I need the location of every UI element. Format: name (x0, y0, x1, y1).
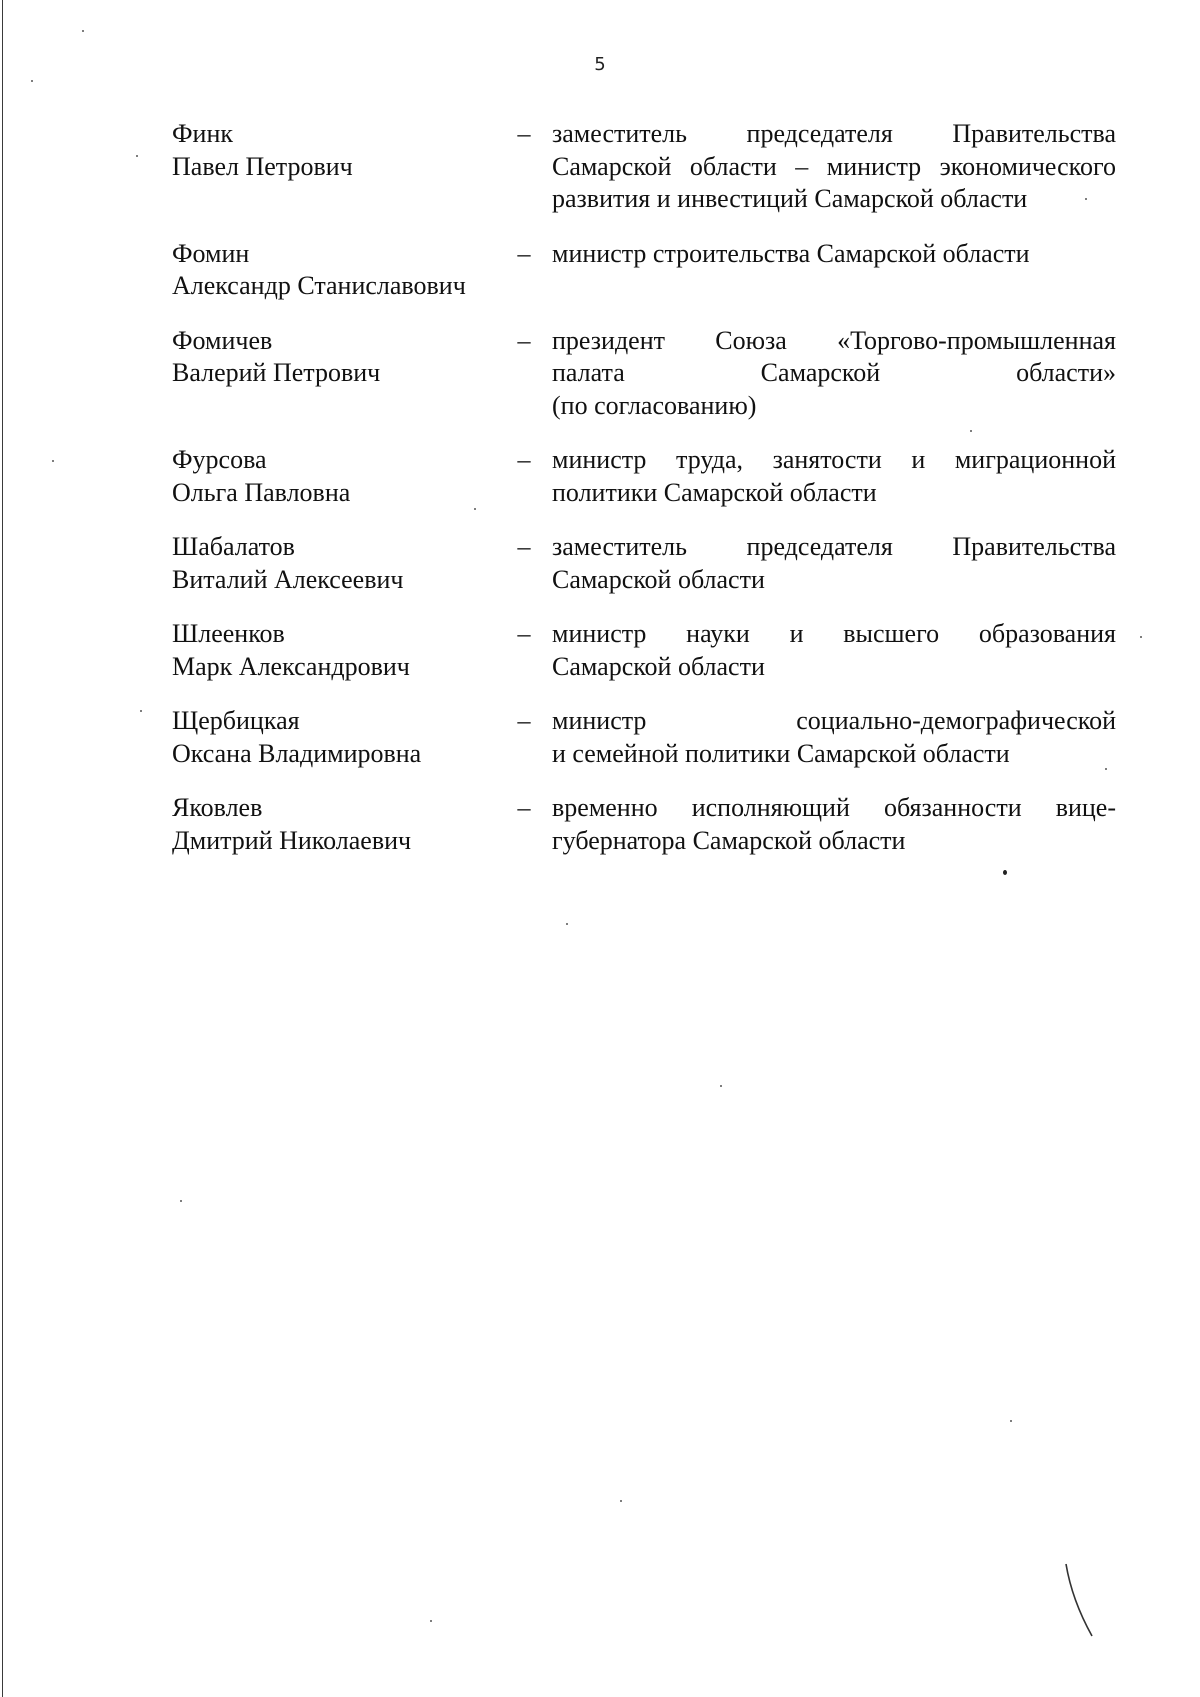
given-names: Александр Станиславович (172, 271, 466, 300)
position-title (552, 531, 1116, 596)
dash-separator: – (517, 793, 531, 822)
given-names: Оксана Владимировна (172, 738, 422, 768)
surname: Щербицкая (172, 706, 300, 735)
pen-stroke-mark (1058, 1560, 1098, 1640)
surname: Шабалатов (172, 532, 295, 561)
position-line: губернатора Самарской области (552, 825, 906, 855)
given-names: Дмитрий Николаевич (172, 825, 412, 855)
scan-speck (1140, 636, 1142, 638)
person-name (172, 792, 502, 857)
position-line: министр науки и высшего образования (552, 619, 1116, 648)
scan-speck (136, 155, 138, 157)
person-name (172, 531, 502, 596)
scan-speck (180, 1200, 182, 1202)
scan-speck (140, 710, 142, 712)
scan-speck (82, 30, 84, 32)
dash-separator: – (517, 325, 531, 355)
list-item (172, 618, 1116, 683)
surname: Фомичев (172, 325, 273, 355)
position-line: президент Союза «Торгово-промышленная (552, 325, 1116, 355)
official-list (172, 118, 1116, 879)
position-line: заместитель председателя Правительства (552, 532, 1116, 561)
person-name (172, 325, 502, 423)
list-item (172, 531, 1116, 596)
position-line: Самарской области – министр экономического (552, 151, 1116, 181)
given-names: Ольга Павловна (172, 477, 351, 507)
position-line: палата Самарской области» (552, 358, 1116, 387)
scan-speck (1085, 198, 1087, 200)
position-line: Самарской области (552, 651, 765, 681)
position-line: министр социально-демографической (552, 706, 1116, 735)
position-title (552, 325, 1116, 423)
scan-speck (1010, 1420, 1012, 1422)
scan-speck (1003, 870, 1007, 875)
dash-separator: – (517, 238, 531, 268)
position-line: (по согласованию) (552, 390, 757, 420)
surname: Финк (172, 119, 234, 148)
dash-separator: – (517, 532, 531, 561)
dash-separator: – (517, 706, 531, 735)
scan-speck (1105, 768, 1107, 770)
list-item (172, 238, 1112, 303)
position-title (552, 792, 1116, 857)
page-number: 5 (594, 54, 606, 75)
scan-speck (970, 430, 972, 432)
position-line: Самарской области (552, 564, 765, 594)
position-line: временно исполняющий обязанности вице- (552, 793, 1116, 822)
person-name (172, 238, 502, 303)
list-item (172, 444, 1116, 509)
position-line: заместитель председателя Правительства (552, 119, 1116, 148)
person-name (172, 118, 502, 216)
position-line: и семейной политики Самарской области (552, 738, 1010, 768)
list-item (172, 705, 1116, 770)
list-item (172, 325, 1116, 423)
scan-speck (31, 80, 33, 82)
list-item (172, 792, 1116, 857)
scan-speck (620, 1500, 622, 1502)
position-line: политики Самарской области (552, 477, 877, 507)
scan-speck (566, 923, 568, 925)
scan-speck (720, 1085, 722, 1087)
given-names: Валерий Петрович (172, 358, 381, 387)
surname: Фомин (172, 238, 250, 268)
dash-separator: – (517, 119, 531, 148)
position-title (552, 444, 1116, 509)
given-names: Павел Петрович (172, 151, 353, 181)
given-names: Виталий Алексеевич (172, 564, 404, 594)
surname: Шлеенков (172, 619, 285, 648)
given-names: Марк Александрович (172, 651, 410, 681)
position-line: развития и инвестиций Самарской области (552, 184, 1028, 213)
surname: Фурсова (172, 445, 267, 474)
position-title (552, 618, 1116, 683)
position-title (552, 705, 1116, 770)
person-name (172, 705, 502, 770)
position-title (552, 118, 1116, 216)
position-line: министр строительства Самарской области (552, 238, 1030, 268)
position-line: министр труда, занятости и миграционной (552, 445, 1116, 474)
person-name (172, 618, 502, 683)
surname: Яковлев (172, 793, 263, 822)
scan-edge-line (2, 0, 3, 1697)
scan-speck (52, 460, 54, 462)
person-name (172, 444, 502, 509)
position-title (552, 238, 1116, 303)
dash-separator: – (517, 619, 531, 648)
scan-speck (474, 508, 476, 510)
dash-separator: – (517, 445, 531, 474)
scan-speck (430, 1620, 432, 1622)
list-item (172, 118, 1116, 216)
